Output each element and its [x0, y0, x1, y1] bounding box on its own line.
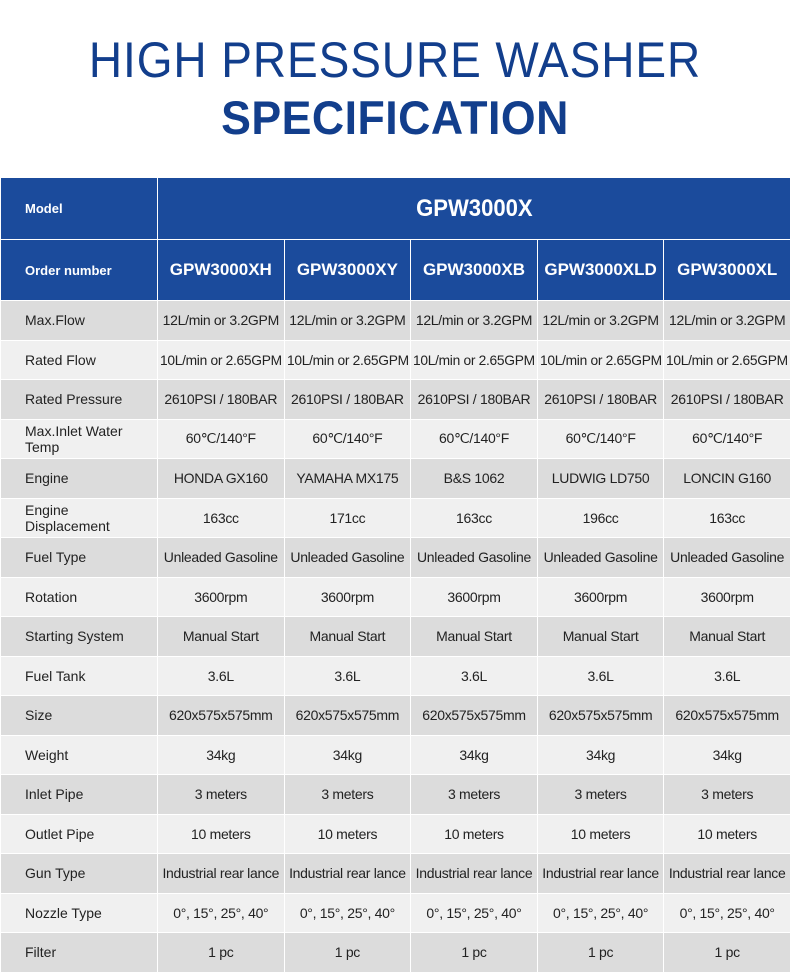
spec-cell — [411, 775, 538, 815]
spec-value: 620x575x575mm — [296, 707, 400, 723]
spec-value: 163cc — [203, 510, 239, 526]
spec-cell — [411, 656, 538, 696]
spec-cell — [537, 854, 664, 894]
spec-value: 3.6L — [334, 668, 360, 684]
spec-value: 3 meters — [321, 786, 373, 802]
spec-value: 2610PSI / 180BAR — [544, 391, 657, 407]
spec-value: 1 pc — [715, 944, 740, 960]
spec-cell — [411, 854, 538, 894]
spec-cell — [664, 696, 790, 736]
spec-value: 10L/min or 2.65GPM — [540, 352, 662, 368]
spec-cell — [411, 696, 538, 736]
spec-label: Inlet Pipe — [1, 775, 158, 815]
spec-value: 3.6L — [714, 668, 740, 684]
spec-cell — [664, 933, 790, 973]
spec-cell — [158, 735, 285, 775]
spec-cell — [284, 301, 411, 341]
spec-value: Unleaded Gasoline — [417, 549, 531, 565]
spec-table — [0, 177, 790, 973]
spec-value: Industrial rear lance — [289, 865, 406, 881]
spec-cell — [158, 775, 285, 815]
spec-cell — [537, 735, 664, 775]
spec-value: 10 meters — [571, 826, 631, 842]
spec-value: 1 pc — [335, 944, 360, 960]
spec-label: Rated Flow — [1, 340, 158, 380]
spec-value: 12L/min or 3.2GPM — [163, 312, 279, 328]
spec-value: LUDWIG LD750 — [552, 470, 650, 486]
spec-value: 3 meters — [575, 786, 627, 802]
spec-cell — [537, 340, 664, 380]
spec-cell — [537, 814, 664, 854]
spec-cell — [664, 459, 790, 499]
spec-cell — [284, 893, 411, 933]
spec-cell — [284, 459, 411, 499]
order-number: GPW3000XB — [411, 240, 538, 301]
spec-cell — [537, 380, 664, 420]
spec-label: Outlet Pipe — [1, 814, 158, 854]
spec-value: 3600rpm — [447, 589, 500, 605]
spec-cell — [664, 577, 790, 617]
spec-label: Size — [1, 696, 158, 736]
page-subtitle: SPECIFICATION — [20, 90, 771, 146]
table-row — [1, 498, 790, 538]
spec-cell — [411, 735, 538, 775]
spec-value: 3600rpm — [701, 589, 754, 605]
spec-value: 12L/min or 3.2GPM — [416, 312, 532, 328]
spec-value: 60℃/140°F — [692, 430, 762, 447]
order-number: GPW3000XH — [158, 240, 285, 301]
spec-cell — [284, 498, 411, 538]
spec-value: Manual Start — [436, 628, 512, 644]
table-row — [1, 893, 790, 933]
spec-cell — [158, 656, 285, 696]
spec-cell — [158, 933, 285, 973]
spec-cell — [664, 893, 790, 933]
spec-value: 171cc — [329, 510, 365, 526]
spec-value: 163cc — [456, 510, 492, 526]
spec-cell — [284, 617, 411, 657]
spec-value: 1 pc — [588, 944, 613, 960]
spec-label: Engine Displacement — [1, 498, 158, 538]
table-row — [1, 617, 790, 657]
table-row — [1, 735, 790, 775]
spec-label: Nozzle Type — [1, 893, 158, 933]
spec-value: 2610PSI / 180BAR — [418, 391, 531, 407]
table-row — [1, 656, 790, 696]
spec-cell — [664, 340, 790, 380]
spec-value: 0°, 15°, 25°, 40° — [680, 905, 775, 921]
spec-value: Unleaded Gasoline — [670, 549, 784, 565]
spec-value: 34kg — [333, 747, 362, 763]
table-row — [1, 577, 790, 617]
model-row — [1, 178, 790, 240]
table-row — [1, 933, 790, 973]
spec-value: 12L/min or 3.2GPM — [669, 312, 785, 328]
spec-cell — [537, 419, 664, 459]
spec-cell — [158, 538, 285, 578]
spec-value: 10L/min or 2.65GPM — [160, 352, 282, 368]
spec-cell — [284, 696, 411, 736]
spec-cell — [411, 814, 538, 854]
spec-cell — [158, 617, 285, 657]
spec-cell — [158, 696, 285, 736]
spec-value: 60℃/140°F — [439, 430, 509, 447]
spec-cell — [158, 893, 285, 933]
spec-cell — [158, 498, 285, 538]
spec-cell — [284, 340, 411, 380]
spec-value: 3 meters — [701, 786, 753, 802]
spec-value: 3.6L — [208, 668, 234, 684]
spec-cell — [158, 340, 285, 380]
spec-value: 10L/min or 2.65GPM — [286, 352, 408, 368]
spec-value: 3 meters — [448, 786, 500, 802]
spec-cell — [411, 301, 538, 341]
spec-label: Engine — [1, 459, 158, 499]
spec-label: Fuel Type — [1, 538, 158, 578]
spec-value: 620x575x575mm — [549, 707, 653, 723]
spec-cell — [537, 893, 664, 933]
spec-value: Industrial rear lance — [416, 865, 533, 881]
spec-cell — [664, 617, 790, 657]
spec-label: Gun Type — [1, 854, 158, 894]
spec-value: 12L/min or 3.2GPM — [289, 312, 405, 328]
spec-cell — [284, 577, 411, 617]
spec-value: 620x575x575mm — [422, 707, 526, 723]
table-row — [1, 459, 790, 499]
spec-cell — [664, 538, 790, 578]
spec-cell — [411, 933, 538, 973]
spec-cell — [284, 735, 411, 775]
spec-value: 620x575x575mm — [675, 707, 779, 723]
spec-cell — [284, 380, 411, 420]
spec-cell — [158, 854, 285, 894]
spec-value: 3600rpm — [194, 589, 247, 605]
order-number: GPW3000XY — [284, 240, 411, 301]
spec-cell — [537, 538, 664, 578]
spec-cell — [664, 498, 790, 538]
model-value-cell — [158, 178, 790, 240]
spec-value: YAMAHA MX175 — [296, 470, 398, 486]
spec-cell — [284, 854, 411, 894]
spec-cell — [411, 459, 538, 499]
spec-value: 163cc — [709, 510, 745, 526]
spec-value: 12L/min or 3.2GPM — [542, 312, 658, 328]
spec-label: Starting System — [1, 617, 158, 657]
spec-value: 3600rpm — [574, 589, 627, 605]
spec-cell — [537, 933, 664, 973]
spec-cell — [284, 419, 411, 459]
model-value: GPW3000X — [416, 195, 533, 223]
spec-value: Unleaded Gasoline — [164, 549, 278, 565]
spec-value: 3600rpm — [321, 589, 374, 605]
spec-cell — [411, 498, 538, 538]
spec-cell — [411, 577, 538, 617]
spec-value: 3.6L — [461, 668, 487, 684]
spec-value: 10 meters — [318, 826, 378, 842]
spec-value: 0°, 15°, 25°, 40° — [173, 905, 268, 921]
spec-value: 2610PSI / 180BAR — [671, 391, 784, 407]
spec-value: Unleaded Gasoline — [290, 549, 404, 565]
table-row — [1, 696, 790, 736]
spec-value: 10 meters — [444, 826, 504, 842]
table-row — [1, 538, 790, 578]
spec-value: 2610PSI / 180BAR — [164, 391, 277, 407]
order-number: GPW3000XLD — [537, 240, 664, 301]
table-row — [1, 775, 790, 815]
spec-cell — [411, 380, 538, 420]
spec-value: LONCIN G160 — [683, 470, 771, 486]
spec-label: Max.Flow — [1, 301, 158, 341]
spec-cell — [158, 577, 285, 617]
spec-cell — [664, 854, 790, 894]
spec-cell — [664, 735, 790, 775]
spec-value: 1 pc — [208, 944, 233, 960]
spec-value: 0°, 15°, 25°, 40° — [300, 905, 395, 921]
table-row — [1, 814, 790, 854]
spec-cell — [664, 301, 790, 341]
page-title: HIGH PRESSURE WASHER — [32, 0, 759, 90]
spec-cell — [158, 419, 285, 459]
spec-value: 1 pc — [461, 944, 486, 960]
spec-cell — [664, 419, 790, 459]
spec-cell — [664, 814, 790, 854]
spec-value: 10 meters — [191, 826, 251, 842]
spec-cell — [284, 933, 411, 973]
spec-cell — [158, 814, 285, 854]
spec-cell — [411, 340, 538, 380]
model-label: Model — [1, 178, 158, 240]
spec-value: 34kg — [459, 747, 488, 763]
spec-cell — [158, 301, 285, 341]
spec-cell — [411, 419, 538, 459]
spec-label: Rotation — [1, 577, 158, 617]
spec-cell — [284, 538, 411, 578]
spec-value: 620x575x575mm — [169, 707, 273, 723]
title-block — [0, 0, 790, 177]
spec-cell — [284, 775, 411, 815]
spec-cell — [537, 696, 664, 736]
spec-value: 10 meters — [697, 826, 757, 842]
spec-value: 2610PSI / 180BAR — [291, 391, 404, 407]
spec-cell — [158, 380, 285, 420]
spec-value: 34kg — [713, 747, 742, 763]
spec-value: 3.6L — [588, 668, 614, 684]
spec-label: Fuel Tank — [1, 656, 158, 696]
spec-cell — [664, 775, 790, 815]
spec-value: 10L/min or 2.65GPM — [666, 352, 788, 368]
spec-value: Manual Start — [563, 628, 639, 644]
spec-value: 60℃/140°F — [566, 430, 636, 447]
spec-value: Manual Start — [183, 628, 259, 644]
spec-value: B&S 1062 — [444, 470, 505, 486]
spec-label: Filter — [1, 933, 158, 973]
table-row — [1, 301, 790, 341]
spec-cell — [411, 893, 538, 933]
spec-cell — [411, 617, 538, 657]
spec-value: Manual Start — [310, 628, 386, 644]
order-number-label: Order number — [1, 240, 158, 301]
spec-value: 3 meters — [195, 786, 247, 802]
spec-cell — [664, 380, 790, 420]
spec-value: 60℃/140°F — [312, 430, 382, 447]
spec-value: HONDA GX160 — [174, 470, 268, 486]
spec-value: Unleaded Gasoline — [544, 549, 658, 565]
table-row — [1, 380, 790, 420]
spec-cell — [537, 577, 664, 617]
spec-cell — [284, 656, 411, 696]
spec-value: 34kg — [206, 747, 235, 763]
spec-cell — [537, 775, 664, 815]
spec-cell — [537, 498, 664, 538]
spec-value: Industrial rear lance — [542, 865, 659, 881]
spec-value: Industrial rear lance — [162, 865, 279, 881]
spec-cell — [158, 459, 285, 499]
spec-label: Weight — [1, 735, 158, 775]
spec-value: 60℃/140°F — [186, 430, 256, 447]
spec-value: Manual Start — [689, 628, 765, 644]
spec-value: 0°, 15°, 25°, 40° — [426, 905, 521, 921]
spec-cell — [664, 656, 790, 696]
spec-cell — [537, 459, 664, 499]
spec-value: 0°, 15°, 25°, 40° — [553, 905, 648, 921]
spec-value: 10L/min or 2.65GPM — [413, 352, 535, 368]
spec-value: Industrial rear lance — [669, 865, 786, 881]
spec-label: Max.Inlet Water Temp — [1, 419, 158, 459]
spec-cell — [537, 301, 664, 341]
spec-label: Rated Pressure — [1, 380, 158, 420]
spec-cell — [284, 814, 411, 854]
order-number: GPW3000XL — [664, 240, 790, 301]
table-row — [1, 419, 790, 459]
order-number-row — [1, 240, 790, 301]
spec-cell — [537, 617, 664, 657]
table-row — [1, 854, 790, 894]
spec-cell — [411, 538, 538, 578]
spec-cell — [537, 656, 664, 696]
table-row — [1, 340, 790, 380]
spec-value: 196cc — [583, 510, 619, 526]
spec-value: 34kg — [586, 747, 615, 763]
